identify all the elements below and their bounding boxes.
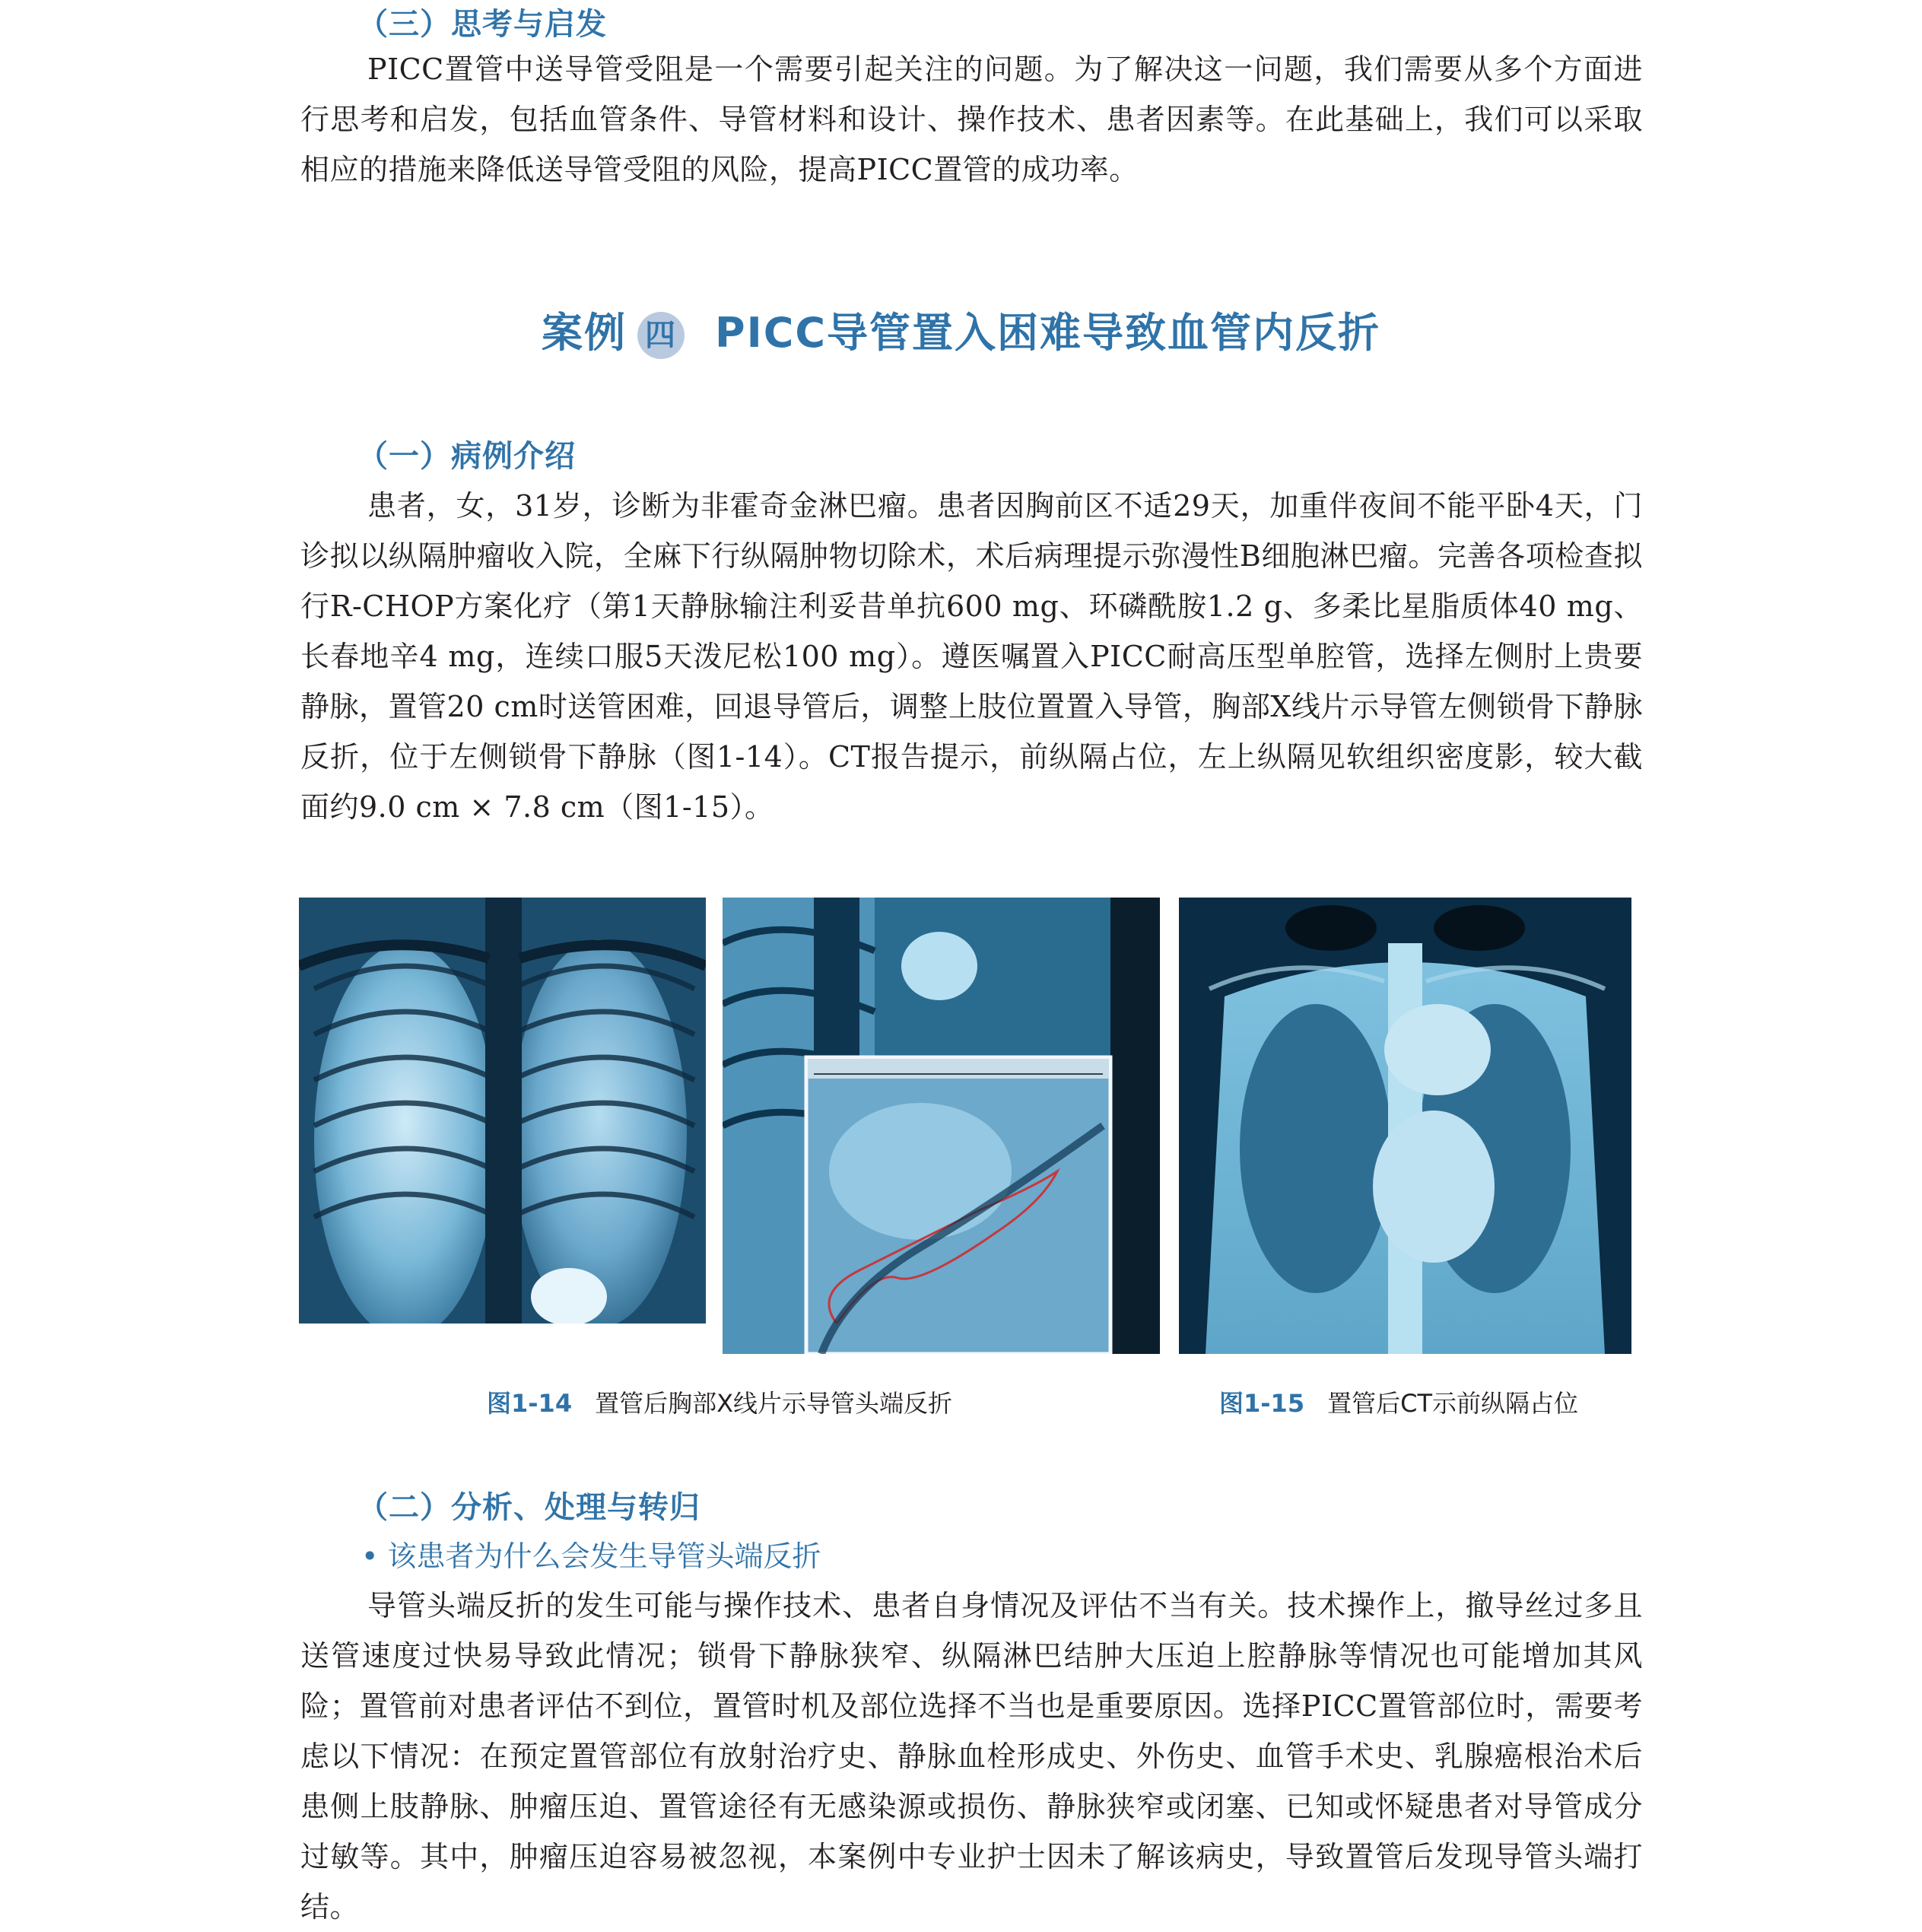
case-intro-paragraph	[300, 481, 1643, 832]
case-number-badge: 四	[637, 312, 685, 359]
case-title-text: PICC导管置入困难导致血管内反折	[715, 309, 1380, 357]
figure-caption-1-15	[1219, 1384, 1578, 1419]
figure-label: 图1-15	[1219, 1389, 1305, 1418]
chest-xray-graphic	[299, 898, 706, 1354]
section3-paragraph	[300, 44, 1643, 195]
figure-label: 图1-14	[487, 1389, 573, 1418]
section-heading-case-intro: （一）病例介绍	[357, 439, 576, 474]
chest-xray-image	[299, 898, 706, 1354]
catheter-xray-image	[723, 898, 1160, 1354]
case-prefix: 案例	[542, 309, 627, 357]
paragraph-text: 患者，女，31岁，诊断为非霍奇金淋巴瘤。患者因胸前区不适29天，加重伴夜间不能平卧4天，门诊拟以纵隔肿瘤收入院，全麻下行纵隔肿物切除术，术后病理提示弥漫性B细胞淋巴瘤。完善各项检查拟行R-CHOP方案化疗（第1天静脉输注利妥昔单抗600 mg、环磷酰胺1.2 g、多柔比星脂质体40 mg、长春地辛4 mg，连续口服5天泼尼松100 mg）。遵医嘱置入PICC耐高压型单腔管，选择左侧肘上贵要静脉，置管20 cm时送管困难，回退导管后，调整上肢位置置入导管，胸部X线片示导管左侧锁骨下静脉反折，位于左侧锁骨下静脉（图1-14）。CT报告提示，前纵隔占位，左上纵隔见软组织密度影，较大截面约9.0 cm × 7.8 cm（图1-15）。	[300, 489, 1643, 824]
paragraph-text: 导管头端反折的发生可能与操作技术、患者自身情况及评估不当有关。技术操作上，撤导丝过多且送管速度过快易导致此情况；锁骨下静脉狭窄、纵隔淋巴结肿大压迫上腔静脉等情况也可能增加其风险；置管前对患者评估不到位，置管时机及部位选择不当也是重要原因。选择PICC置管部位时，需要考虑以下情况：在预定置管部位有放射治疗史、静脉血栓形成史、外伤史、血管手术史、乳腺癌根治术后患侧上肢静脉、肿瘤压迫、置管途径有无感染源或损伤、静脉狭窄或闭塞、已知或怀疑患者对导管成分过敏等。其中，肿瘤压迫容易被忽视，本案例中专业护士因未了解该病史，导致置管后发现导管头端打结。	[300, 1589, 1643, 1924]
section-heading-thoughts: （三）思考与启发	[357, 7, 607, 42]
ct-scan-image	[1179, 898, 1631, 1354]
section-heading-analysis: （二）分析、处理与转归	[357, 1490, 700, 1525]
figure-caption-1-14	[487, 1384, 952, 1419]
paragraph-text: PICC置管中送导管受阻是一个需要引起关注的问题。为了解决这一问题，我们需要从多个方面进行思考和启发，包括血管条件、导管材料和设计、操作技术、患者因素等。在此基础上，我们可以采取相应的措施来降低送导管受阻的风险，提高PICC置管的成功率。	[300, 52, 1643, 186]
analysis-paragraph	[300, 1581, 1643, 1932]
figure-caption-text: 置管后胸部X线片示导管头端反折	[595, 1389, 953, 1418]
ct-scan-graphic	[1179, 898, 1631, 1354]
figure-caption-text: 置管后CT示前纵隔占位	[1327, 1389, 1578, 1418]
bullet-question: • 该患者为什么会发生导管头端反折	[361, 1540, 821, 1573]
catheter-xray-graphic	[723, 898, 1160, 1354]
case-title	[0, 300, 1922, 359]
